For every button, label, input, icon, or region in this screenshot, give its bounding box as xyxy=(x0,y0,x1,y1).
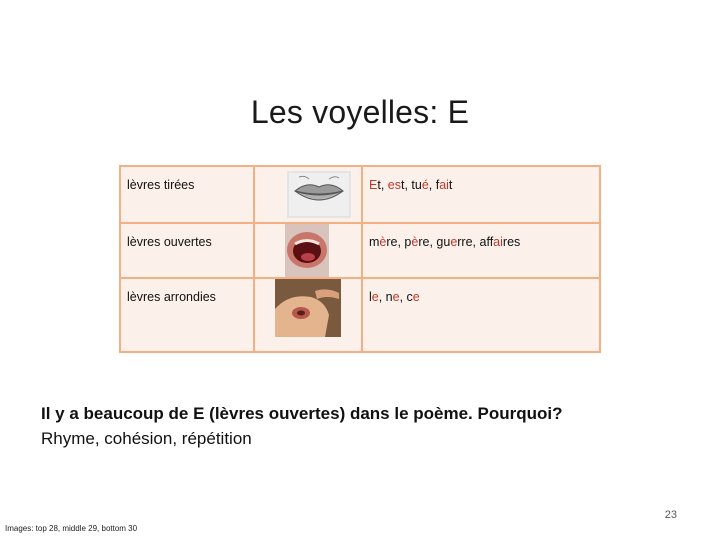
row-example-cell xyxy=(362,278,600,352)
example-part: m xyxy=(369,235,380,249)
row-image-cell xyxy=(254,223,362,278)
row-image-cell xyxy=(254,278,362,352)
example-part: re, gu xyxy=(418,235,451,249)
example-part: t, xyxy=(377,178,388,192)
example-part: res xyxy=(502,235,521,249)
vowel-table xyxy=(119,165,601,353)
example-part: ai xyxy=(439,178,449,192)
row-label-cell xyxy=(120,223,254,278)
question-text: Il y a beaucoup de E (lèvres ouvertes) dans le poème. Pourquoi? xyxy=(41,404,563,423)
row-label: lèvres arrondies xyxy=(127,290,216,304)
example-part: t, tu xyxy=(400,178,422,192)
answer-text: Rhyme, cohésion, répétition xyxy=(41,429,252,448)
page-number: 23 xyxy=(664,509,677,521)
slide-title: Les voyelles: E xyxy=(250,94,470,130)
example-part: e xyxy=(412,290,420,304)
row-label: lèvres tirées xyxy=(127,178,195,192)
example-part: , c xyxy=(399,290,413,304)
example-part: e xyxy=(392,290,400,304)
open-mouth-photo-icon xyxy=(255,224,361,277)
example-part: rre, aff xyxy=(457,235,494,249)
example-part: , f xyxy=(428,178,440,192)
row-label-cell xyxy=(120,166,254,223)
example-part: t xyxy=(448,178,453,192)
row-example-cell xyxy=(362,223,600,278)
row-label-cell xyxy=(120,278,254,352)
row-example xyxy=(363,279,599,304)
row-example xyxy=(363,224,599,249)
example-part: E xyxy=(369,178,378,192)
table-row xyxy=(120,223,600,278)
example-part: ai xyxy=(493,235,503,249)
table-row xyxy=(120,166,600,223)
image-credits: Images: top 28, middle 29, bottom 30 xyxy=(5,524,138,533)
table-row xyxy=(120,278,600,352)
row-example-cell xyxy=(362,166,600,223)
example-part: re, p xyxy=(386,235,412,249)
example-part: è xyxy=(379,235,387,249)
rounded-lips-photo-icon xyxy=(255,279,361,339)
row-example xyxy=(363,167,599,192)
example-part: e xyxy=(371,290,379,304)
example-part: é xyxy=(421,178,429,192)
example-part: es xyxy=(387,178,401,192)
row-image-cell xyxy=(254,166,362,223)
lips-drawn-sketch-icon xyxy=(255,167,361,222)
example-part: è xyxy=(411,235,419,249)
example-part: , n xyxy=(378,290,393,304)
example-part: l xyxy=(369,290,372,304)
row-label: lèvres ouvertes xyxy=(127,235,212,249)
example-part: e xyxy=(450,235,458,249)
